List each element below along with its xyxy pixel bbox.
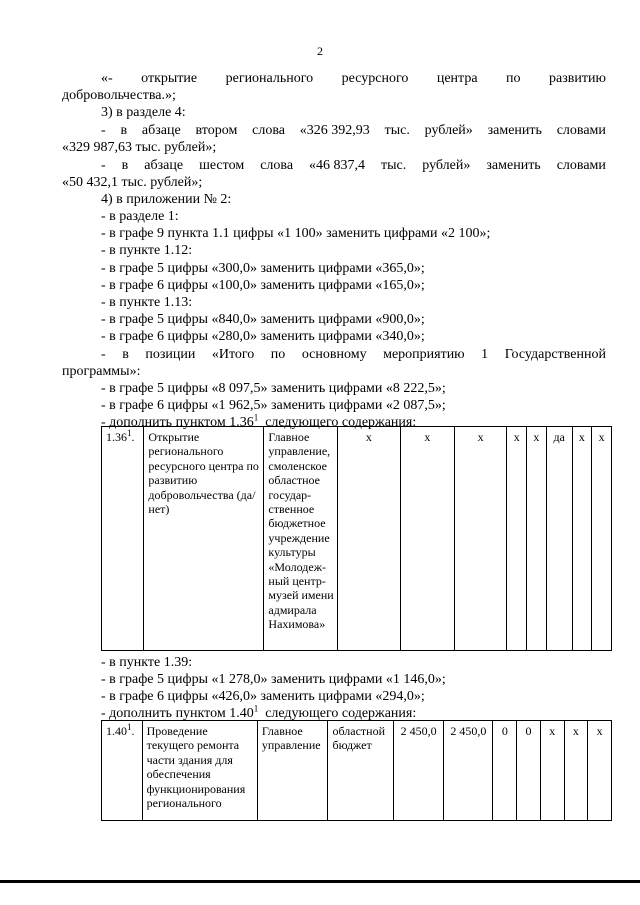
- word: «Итого: [211, 347, 255, 362]
- word: по: [506, 71, 521, 86]
- justified-line: [101, 157, 606, 174]
- table-cell: 2 450,0: [444, 721, 493, 821]
- word: Государственной: [504, 347, 606, 362]
- word: словами: [556, 123, 606, 138]
- item-number-cell: 1.36$^1$.: [102, 427, 144, 651]
- table-item-1-40: [101, 720, 612, 821]
- word: рублей»: [422, 158, 471, 173]
- list-item: - в графе 5 цифры «300,0» заменить цифрами «365,0»;: [101, 261, 425, 276]
- word: позиции: [145, 347, 196, 362]
- list-item: - в графе 6 цифры «426,0» заменить цифрами «294,0»;: [101, 689, 425, 704]
- table-cell: х: [588, 721, 612, 821]
- list-item: - в пункте 1.12:: [101, 243, 193, 258]
- list-item: - в графе 5 цифры «840,0» заменить цифрами «900,0»;: [101, 312, 425, 327]
- line-continuation: «50 432,1 тыс. рублей»;: [62, 175, 203, 190]
- word: рублей»: [424, 123, 473, 138]
- list-item: - в пункте 1.39:: [101, 655, 193, 670]
- word: в: [121, 158, 129, 173]
- word: мероприятию: [383, 347, 465, 362]
- table-cell: х: [337, 427, 400, 651]
- word: абзаце: [141, 123, 181, 138]
- word: слова: [260, 158, 294, 173]
- funding-source-cell: областной бюджет: [328, 721, 394, 821]
- justified-line: [101, 346, 606, 363]
- word: -: [101, 123, 106, 138]
- justified-line: [101, 70, 606, 87]
- table-cell: х: [540, 721, 564, 821]
- word: словами: [556, 158, 606, 173]
- table-cell: 0: [493, 721, 517, 821]
- list-item: - в графе 6 цифры «280,0» заменить цифрами «340,0»;: [101, 329, 425, 344]
- list-item: - в графе 9 пункта 1.1 цифры «1 100» заменить цифрами «2 100»;: [101, 226, 491, 241]
- list-item: - в графе 5 цифры «8 097,5» заменить цифрами «8 222,5»;: [101, 381, 446, 396]
- table-item-1-36: [101, 426, 612, 651]
- word: абзаце: [144, 158, 184, 173]
- item-number-cell: 1.40$^1$.: [102, 721, 143, 821]
- word: -: [101, 347, 106, 362]
- word: основному: [301, 347, 367, 362]
- word: развитию: [549, 71, 606, 86]
- item-name-cell: Проведение текущего ремонта части здания для обеспечения функционирования регионального: [142, 721, 257, 821]
- executor-cell: Главное управление: [257, 721, 328, 821]
- table-cell: х: [527, 427, 547, 651]
- word: -: [101, 158, 106, 173]
- word: открытие: [141, 71, 198, 86]
- appendix-2-heading: 4) в приложении № 2:: [101, 192, 232, 207]
- word: в: [120, 123, 128, 138]
- list-item: - в разделе 1:: [101, 209, 179, 224]
- word: по: [270, 347, 286, 362]
- list-item: - дополнить пунктом 1.40$^1$ следующего содержания:: [101, 703, 417, 721]
- list-item: - дополнить пунктом 1.36$^1$ следующего содержания:: [101, 412, 417, 430]
- table-cell: 2 450,0: [394, 721, 444, 821]
- list-item: - в графе 6 цифры «1 962,5» заменить цифрами «2 087,5»;: [101, 398, 446, 413]
- word: тыс.: [384, 123, 410, 138]
- word: заменить: [486, 158, 541, 173]
- table-cell: х: [564, 721, 588, 821]
- table-row: [102, 427, 612, 651]
- word: 1: [481, 347, 489, 362]
- word: «-: [101, 71, 113, 86]
- page-number: 2: [317, 44, 323, 58]
- executor-cell: Главное управление, смоленское областное государ-ственное бюджетное учреждение культуры «Молодеж-ный центр-музей имени адмирала Нахимова»: [264, 427, 337, 651]
- section-4-heading: 3) в разделе 4:: [101, 105, 186, 120]
- table-cell: х: [454, 427, 507, 651]
- word: «326 392,93: [299, 123, 370, 138]
- justified-line: [101, 122, 606, 139]
- bottom-rule: [0, 880, 640, 883]
- table-cell: 0: [517, 721, 541, 821]
- line-continuation: программы»:: [62, 364, 141, 379]
- word: «46 837,4: [309, 158, 366, 173]
- word: тыс.: [381, 158, 407, 173]
- list-item: - в пункте 1.13:: [101, 295, 193, 310]
- word: втором: [195, 123, 238, 138]
- word: заменить: [487, 123, 542, 138]
- word: слова: [252, 123, 285, 138]
- item-name-cell: Открытие регионального ресурсного центра по развитию добровольчества (да/нет): [144, 427, 264, 651]
- list-item: - в графе 5 цифры «1 278,0» заменить цифрами «1 146,0»;: [101, 672, 446, 687]
- table-cell: х: [400, 427, 454, 651]
- table-row: [102, 721, 612, 821]
- word: центра: [436, 71, 478, 86]
- word: в: [122, 347, 129, 362]
- list-item: - в графе 6 цифры «100,0» заменить цифрами «165,0»;: [101, 278, 425, 293]
- table-cell: х: [592, 427, 612, 651]
- table-cell: х: [507, 427, 527, 651]
- word: регионального: [225, 71, 314, 86]
- table-cell: да: [546, 427, 572, 651]
- table-cell: х: [572, 427, 592, 651]
- line-continuation: добровольчества.»;: [62, 88, 176, 103]
- line-continuation: «329 987,63 тыс. рублей»;: [62, 140, 217, 155]
- word: ресурсного: [341, 71, 409, 86]
- word: шестом: [199, 158, 245, 173]
